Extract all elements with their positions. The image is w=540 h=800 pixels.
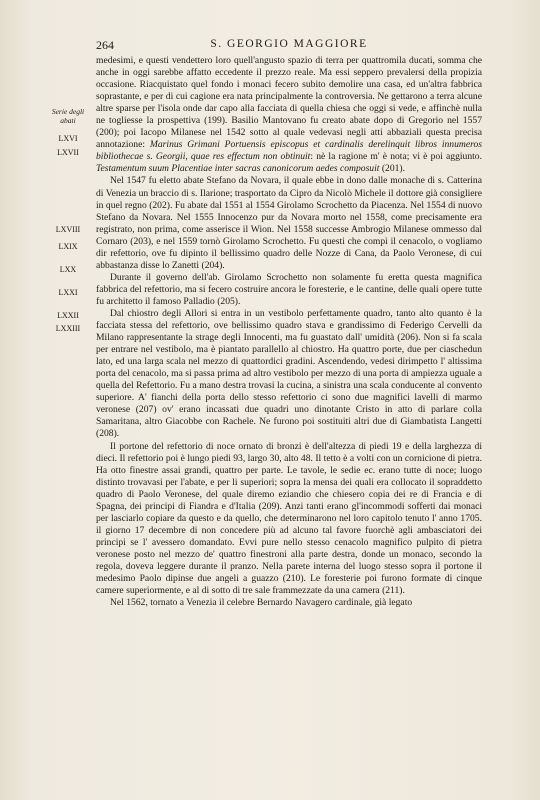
running-title: S. GEORGIO MAGGIORE (210, 38, 368, 50)
margin-note-abbot-number: LXXII (57, 311, 79, 320)
text-run: Nel 1547 fu eletto abate Stefano da Novara, il quale ebbe in dono dalle monache di s. Catterina di Venezia un braccio di s. Ilarione; trasportato da Cipro da Nicolò Michele il dottore già consigliere in quel regno (202). Fu abate dal 1551 al 1554 Girolamo Scrochetto da Piacenza. Nel 1554 di nuovo Stefano da Novara. Nel 1555 Innocenzo pur da Novara morto nel 1558, come precisamente era registrato, non prima, come asserisce il Wion. Nel 1558 successe Ambrogio Milanese ommesso dal Cornaro (203), e nel 1559 tornò Girolamo Scrochetto. Fu questi che compì il cenacolo, o vogliamo dir refettorio, ove fu dipinto il bellissimo quadro delle Nozze di Cana, da Paolo Veronese, di cui abbastanza disse lo Zanetti (204). (96, 175, 482, 271)
margin-note-abbot-number: LXVI (58, 134, 78, 143)
page-number: 264 (96, 38, 114, 52)
margin-note-abbot-number: LXXIII (55, 324, 81, 333)
italic-quote: Testamentum suum Placentiae inter sacras canonicorum aedes composuit (96, 163, 380, 175)
text-run: : nè la ragione m' è nota; vi è poi aggiunto. (310, 151, 483, 163)
text-run: Durante il governo dell'ab. Girolamo Scrochetto non solamente fu eretta questa magnifica fabbrica del refettorio, ma si fecero costruire ancora le foresterie, e le cantine, delle quali opere tutte fu architetto il famoso Palladio (205). (96, 271, 482, 307)
body-text (96, 55, 482, 609)
paragraph (96, 272, 482, 308)
paragraph (96, 175, 482, 271)
margin-note-abbot-number: LXXI (58, 288, 78, 297)
text-run: Dal chiostro degli Allori si entra in un vestibolo perfettamente quadro, tanto alto quanto è la facciata stessa del refettorio, ove bellissimo quadro stava e grandissimo di Federigo Cervelli da Milano rappresentante la strage degli Innocenti, ma fu guastato dall' umidità (206). Non si fa scala per entrare nel vestibolo, ma è piantato parallello al chiostro. Ha quattro porte, due per ciaschedun lato, ed una larga scala nel mezzo di quattordici gradini. Ascendendo, vedesi dirimpetto l' altissima porta del cenacolo, ma si passa prima ad altro vestibolo per mezzo di una porta di ampiezza uguale a quella del Refettorio. Fu a mano destra trovasi la cucina, a sinistra una scala conducente al convento superiore. A' fianchi della porta dello stesso refettorio ci sono due magnifici lavelli di marmo veronese (207) ov' erano incassati due quadri uno dinotante Cristo in atto di parlare colla Samaritana, altro Giacobbe con Rachele. Ne furono poi sostituiti altri due di Giambatista Langetti (208). (96, 307, 482, 440)
margin-note-abbot-number: LXVIII (55, 225, 81, 234)
text-run: medesimi, e questi vendettero loro quell'angusto spazio di terra per quattromila ducati, somma che anche in oggi sarebbe affatto eccedente il prezzo reale. Ma essi seppero prevalersi della propizia occasione. Riacquistato quel fondo i monaci fecero subito demolire una casa, ed un'altra fabbrica soprastante, e per di cui cagione era nata principalmente la controversia. Ne gettarono a terra alcune altre sparse per l'isola onde dar capo alla facciata di quella chiesa che oggi si vede, e affinchè nulla ne togliesse la prospettiva (199). Basilio Mantovano fu creato abate dopo di Gregorio nel 1557 (200); poi Iacopo Milanese nel 1542 sotto al quale vedevasi negli atti abbaziali questa precisa annotazione: (96, 55, 482, 151)
italic-quote: Marinus Grimani Portuensis episcopus et cardinalis derelinquit libros innumeros bibliothecae s. Georgii, quae res effectum non obtinuit (96, 139, 482, 163)
page-header (96, 38, 482, 54)
paragraph (96, 55, 482, 175)
margin-note-abbot-number: LXX (59, 265, 77, 274)
paragraph (96, 308, 482, 441)
text-run: Nel 1562, tornato a Venezia il celebre Bernardo Navagero cardinale, già legato (110, 597, 413, 609)
margin-note-abbot-number: LXVII (57, 148, 79, 157)
text-run: (201). (379, 163, 406, 175)
text-run: Il portone del refettorio di noce ornato di bronzi è dell'altezza di piedi 19 e della larghezza di dieci. Il refettorio poi è lungo piedi 93, largo 30, alto 48. Il tetto è a volti con un cornicione di pietra. Ha otto finestre assai grandi, quattro per parte. Le tavole, le sedie ec. erano tutte di noce; luogo distinto trovavasi per l'abate, e per li superiori; sopra la mensa dei quali era collocato il sopraddetto quadro di Paolo Veronese, del quale diremo eziandio che chiesero copia dei re di Francia e di Spagna, dei principi di Fiandra e d'Italia (209). Anzi tanti erano gl'incommodi sofferti dai monaci per lasciarlo copiare da questo e da quello, che determinarono nel loro capitolo tenuto l' anno 1705. il giorno 17 decembre di non concedere più ad alcuno tal favore fuorchè agli ambasciatori dei principi se l' avessero domandato. Evvi pure nello stesso cenacolo magnifico pulpito di pietra veronese posto nel mezzo de' quattro finestroni alla parte destra, donde un monaco, secondo la regola, doveva leggere durante il pranzo. Nella parete interna del luogo stesso sopra il portone il medesimo Paolo dipinse due angeli a guazzo (210). Le foresterie poi furono formate di cinque camere superiormente, e al di sotto di tre sale frammezzate da una camera (211). (96, 440, 482, 597)
margin-note-abbot-number: LXIX (58, 242, 78, 251)
paragraph (96, 597, 482, 609)
paragraph (96, 441, 482, 598)
margin-note-serie-degli-abati: Serie degli abati (51, 107, 85, 125)
